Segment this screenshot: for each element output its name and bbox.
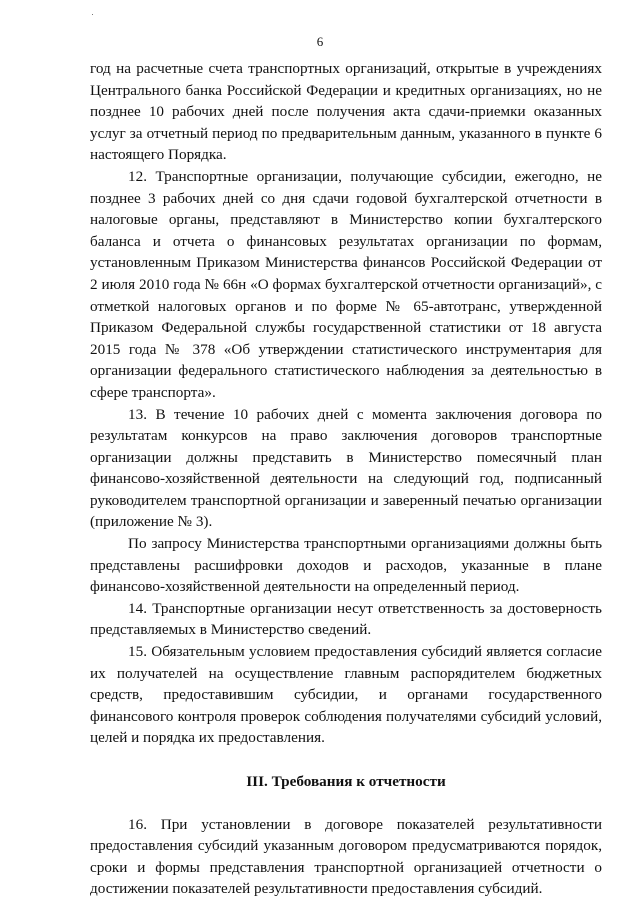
scan-speck [92, 14, 93, 15]
section-heading: III. Требования к отчетности [246, 773, 446, 790]
paragraph-item-16: 16. При установлении в договоре показателей результативности предоставления субсидий указанным договором предусматриваются порядок, сроки и формы представления транспортной организацией отчетности о достижении показателей результативности предоставления субсидий. [90, 815, 602, 898]
page-number: 6 [316, 34, 324, 49]
paragraph-item-14: 14. Транспортные организации несут ответственность за достоверность представляемых в Министерство сведений. [90, 599, 602, 639]
paragraph-continuation: год на расчетные счета транспортных организаций, открытые в учреждениях Центрального банка Российской Федерации и кредитных организациях, но не позднее 10 рабочих дней после получения акта сдачи-приемки оказанных услуг за отчетный период по предварительным данным, указанного в пункте 6 настоящего Порядка. [90, 60, 602, 164]
paragraph-item-13: 13. В течение 10 рабочих дней с момента заключения договора по результатам конкурсов на право заключения договоров транспортные организации должны представить в Министерство помесячный план финансово-хозяйственной деятельности на следующий год, подписанный руководителем транспортной организации и заверенный печатью организации (приложение № 3). [90, 405, 602, 531]
paragraph-item-15: 15. Обязательным условием предоставления субсидий является согласие их получателей на осуществление главным распорядителем бюджетных средств, предоставившим субсидии, и органами государственного финансового контроля проверок соблюдения получателями субсидий условий, целей и порядка их предоставления. [90, 643, 602, 747]
paragraph-item-12: 12. Транспортные организации, получающие субсидии, ежегодно, не позднее 3 рабочих дней со дня сдачи годовой бухгалтерской отчетности в налоговые органы, представляют в Министерство копии бухгалтерского баланса и отчета о финансовых результатах организации по формам, установленным Приказом Министерства финансов Российской Федерации от 2 июля 2010 года № 66н «О формах бухгалтерской отчетности организаций», с отметкой налоговых органов и по форме № 65-автотранс, утвержденной Приказом Федеральной службы государственной статистики от 18 августа 2015 года № 378 «Об утверждении статистического инструментария для организации федерального статистического наблюдения за деятельностью в сфере транспорта». [90, 167, 602, 401]
paragraph-ministry-request: По запросу Министерства транспортными организациями должны быть представлены расшифровки доходов и расходов, указанные в плане финансово-хозяйственной деятельности на определенный период. [90, 535, 602, 596]
document-body [90, 58, 602, 900]
